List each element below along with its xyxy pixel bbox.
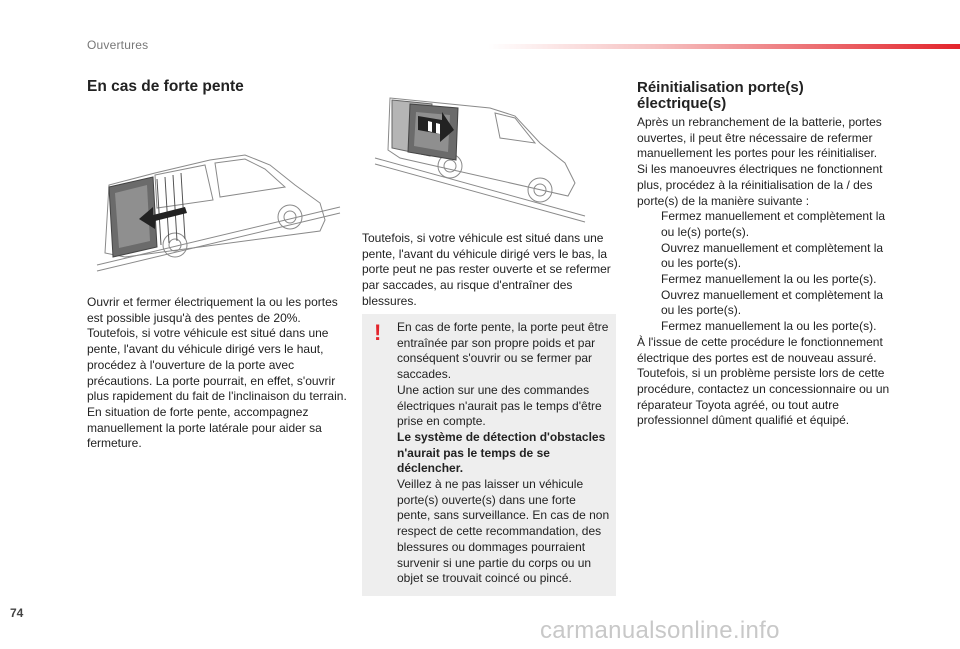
left-paragraph: Ouvrir et fermer électriquement la ou les portes est possible jusqu'à des pentes de 20%. xyxy=(87,295,338,325)
left-body xyxy=(87,295,349,452)
step-item xyxy=(637,272,892,288)
right-body xyxy=(637,115,892,429)
warning-paragraph: Une action sur une des commandes électriques n'aurait pas le temps d'être prise en compte. xyxy=(397,382,602,429)
van-downhill-illustration xyxy=(370,88,595,223)
left-paragraph: En situation de forte pente, accompagnez manuellement la porte latérale pour aider sa fermeture. xyxy=(87,404,322,451)
middle-text: Toutefois, si votre véhicule est situé dans une pente, l'avant du véhicule dirigé vers le bas, la porte peut ne pas rester ouverte et se refermer par saccades, au risque d'entraîner des blessures. xyxy=(362,231,611,308)
step-text: Fermez manuellement la ou les porte(s). xyxy=(661,319,877,334)
van-uphill-illustration xyxy=(95,145,345,275)
middle-paragraph xyxy=(362,231,614,310)
header-accent-bar xyxy=(488,44,960,49)
step-item xyxy=(637,209,892,240)
right-intro: Après un rebranchement de la batterie, portes ouvertes, il peut être nécessaire de refermer manuellement les portes pour les réinitialiser. xyxy=(637,115,882,161)
warning-text xyxy=(397,320,612,587)
right-outro: À l'issue de cette procédure le fonctionnement électrique des portes est de nouveau assuré. xyxy=(637,334,883,365)
step-item xyxy=(637,288,892,319)
right-intro: Si les manoeuvres électriques ne fonctionnent plus, procédez à la réinitialisation de la / des porte(s) de la manière suivante : xyxy=(637,162,883,208)
warning-paragraph: En cas de forte pente, la porte peut être entraînée par son propre poids et par conséquent s'ouvrir ou se fermer par saccades. xyxy=(397,320,609,382)
right-title: Réinitialisation porte(s) électrique(s) xyxy=(637,79,804,112)
warning-box xyxy=(362,314,616,596)
step-item xyxy=(637,319,892,335)
step-item xyxy=(637,241,892,272)
right-outro: Toutefois, si un problème persiste lors de cette procédure, contactez un concessionnaire ou un réparateur Toyota agréé, ou tout autre professionnel dûment qualifié et équipé. xyxy=(637,366,890,428)
step-text: Ouvrez manuellement et complètement la ou les porte(s). xyxy=(661,240,884,271)
step-text: Fermez manuellement la ou les porte(s). xyxy=(661,272,877,287)
footer-watermark: carmanualsonline.info xyxy=(540,617,780,644)
step-text: Ouvrez manuellement et complètement la ou les porte(s). xyxy=(661,287,884,318)
section-label: Ouvertures xyxy=(87,38,149,52)
warning-icon: ! xyxy=(374,320,382,345)
warning-paragraph: Veillez à ne pas laisser un véhicule porte(s) ouverte(s) dans une forte pente, sans surveillance. En cas de non respect de cette recommandation, des blessures ou dommages pourraient survenir si une partie du corps ou un objet se trouvait coincé ou pincé. xyxy=(397,477,610,586)
left-title: En cas de forte pente xyxy=(87,78,244,95)
step-text: Fermez manuellement et complètement la ou le(s) porte(s). xyxy=(661,209,886,239)
page-number: 74 xyxy=(10,606,24,620)
warning-bold-paragraph: Le système de détection d'obstacles n'aurait pas le temps de se déclencher. xyxy=(397,429,606,476)
left-paragraph: Toutefois, si votre véhicule est situé dans une pente, l'avant du véhicule dirigé vers le haut, procédez à l'ouverture de la porte avec précautions. La porte pourrait, en effet, s'ouvrir plus rapidement du fait de l'inclinaison du terrain. xyxy=(87,326,347,404)
